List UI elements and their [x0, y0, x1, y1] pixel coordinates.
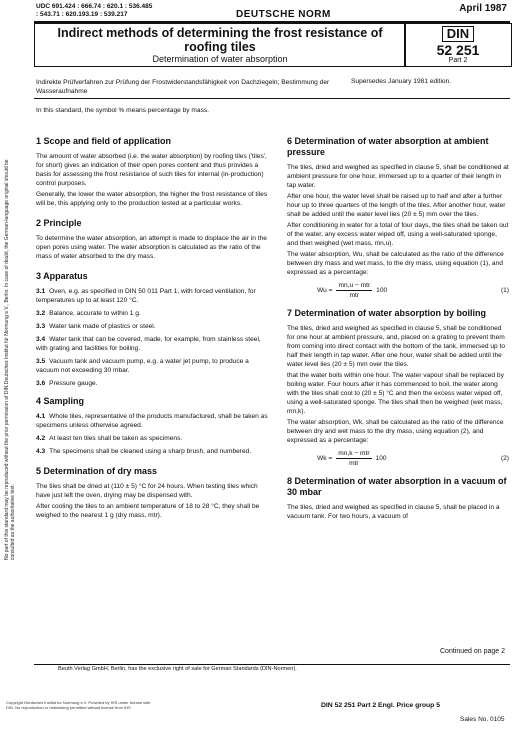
- equation-number: (1): [500, 287, 509, 294]
- equation-1: [287, 281, 509, 300]
- title-box: [34, 23, 406, 67]
- equation-factor: 100: [375, 455, 387, 462]
- sampling-item: 4.1 Whole tiles, representative of the products manufactured, shall be taken as specimens unless otherwise agreed.: [36, 413, 268, 429]
- section-6-paragraph: After one hour, the water level shall be raised up to half and after a further hour up to three quarters of the length of the tiles. After another hour, water shall be added until the water level lies (20 ± 5) mm over the tiles.: [287, 193, 506, 218]
- section-7-paragraph: The tiles, dried and weighed as specified in clause 5, shall be conditioned for one hour at ambient pressure, and, placed on a grating to prevent them from coming into direct contact with the bottom of the tank, immersed up to half their length in tap water. After one hour, water shall be added until the water level lies (20 ± 5) mm over the tiles.: [287, 325, 506, 368]
- equation-number: (2): [500, 455, 509, 462]
- apparatus-item: 3.2 Balance, accurate to within 1 g.: [36, 310, 141, 317]
- apparatus-item: 3.6 Pressure gauge.: [36, 380, 98, 387]
- section-6-title: 6 Determination of water absorption at ambient pressure: [287, 136, 489, 157]
- din-part: Part 2: [448, 57, 468, 64]
- equation-lhs: Wk =: [317, 455, 333, 462]
- section-5-paragraph: After cooling the tiles to an ambient temperature of 18 to 28 °C, they shall be weighed to the nearest 1 g (dry mass, mtr).: [36, 503, 260, 519]
- footer-rule: [34, 664, 510, 665]
- apparatus-item: 3.3 Water tank made of plastics or steel.: [36, 323, 156, 330]
- section-6-paragraph: The water absorption, Wu, shall be calculated as the ratio of the difference between dry mass and wet mass, to the dry mass, using equation (1), and expressed as a percentage:: [287, 251, 504, 276]
- publication-date: April 1987: [459, 3, 507, 14]
- section-6-paragraph: The tiles, dried and weighed as specified in clause 5, shall be conditioned at ambient pressure for one hour, immersed up to a quarter of their length in tap water.: [287, 164, 509, 189]
- equation-factor: 100: [376, 287, 388, 294]
- section-5-title: 5 Determination of dry mass: [36, 466, 158, 476]
- sampling-item: 4.3 The specimens shall be cleaned using a sharp brush, and numbered.: [36, 448, 252, 455]
- apparatus-item: 3.5 Vacuum tank and vacuum pump, e.g. a water jet pump, to produce a vacuum not exceeding 30 mbar.: [36, 358, 249, 374]
- document-subtitle: Determination of water absorption: [152, 54, 288, 64]
- section-2-paragraph: To determine the water absorption, an attempt is made to displace the air in the open pores using water. The water absorption is calculated as the ratio of the mass of water absorbed to the dry mass.: [36, 235, 267, 260]
- section-1-paragraph: Generally, the lower the water absorption, the higher the frost resistance of tiles will be, this applying only to the production tested at a particular works.: [36, 191, 268, 207]
- document-reference: DIN 52 251 Part 2 Engl. Price group 5: [321, 702, 440, 709]
- document-title: Indirect methods of determining the frost resistance of roofing tiles: [57, 26, 383, 54]
- apparatus-item: 3.1 Oven, e.g. as specified in DIN 50 011 Part 1, with forced ventilation, for temperatures up to at least 120 °C.: [36, 288, 256, 304]
- equation-2: [287, 449, 509, 468]
- continued-note: Continued on page 2: [440, 648, 505, 655]
- section-6-paragraph: After conditioning in water for a total of four days, the tiles shall be taken out of the water, any excess water wiped off, using a well-saturated sponge, and then weighed (wet mass, mn,u).: [287, 222, 509, 247]
- section-8-paragraph: The tiles, dried and weighed as specified in clause 5, shall be placed in a vacuum tank. For two hours, a vacuum of: [287, 504, 500, 520]
- divider: [34, 98, 510, 99]
- section-1-paragraph: The amount of water absorbed (i.e. the water absorption) by roofing tiles ('tiles', for short) gives an indication of their open pores content and thus provides a basis for assessing the frost resistance of such tiles for internal (in-production) control purposes.: [36, 153, 267, 187]
- section-7-paragraph: The water absorption, Wk, shall be calculated as the ratio of the difference between dry and wet mass to the dry mass, using equation (2), and expressed as a percentage:: [287, 419, 504, 444]
- section-1-title: 1 Scope and field of application: [36, 136, 172, 146]
- copyright-note: Copyright Deutsches Institut fur Normung e.V. Provided by IHS under license with DIN. No reproduction or networking permitted without license from IHS: [6, 700, 151, 710]
- section-3-title: 3 Apparatus: [36, 271, 88, 281]
- copyright-vertical-note: No part of this standard may be reproduced without the prior permission of DIN Deutsches Institut für Normung e.V., Berlin. In case of doubt, the German-language original should be consulted as the authoritative text.: [4, 159, 16, 560]
- sampling-item: 4.2 At least ten tiles shall be taken as specimens.: [36, 435, 183, 442]
- equation-fraction: $\frac{\text{mn,u − mtr}}{\text{mtr}}$: [338, 282, 371, 299]
- section-8-title: 8 Determination of water absorption in a vacuum of 30 mbar: [287, 476, 507, 497]
- equation-lhs: Wu =: [317, 287, 333, 294]
- din-number-box: [404, 23, 512, 67]
- left-column: [36, 132, 271, 522]
- standard-label: DEUTSCHE NORM: [236, 9, 331, 20]
- right-column: [287, 132, 509, 523]
- din-number: 52 251: [436, 42, 480, 58]
- section-7-paragraph: that the water boils within one hour. The water vapour shall be replaced by boiling water. Four hours after it has commenced to boil, the water along with the tiles shall cool to (20 ± 5) °C and then the excess water wiped off, using a well-saturated sponge. The tiles shall then be weighed (wet mass, mn,k).: [287, 372, 504, 415]
- udc-classification: UDC 691.424 : 666.74 : 620.1 : 536.485 : 543.71 : 620.193.19 : 539.217: [36, 3, 153, 18]
- publisher-note: Beuth Verlag GmbH, Berlin, has the exclusive right of sale for German Standards (DIN-Normen).: [58, 666, 297, 672]
- equation-fraction: $\frac{\text{mn,k − mtr}}{\text{mtr}}$: [338, 450, 370, 467]
- section-4-title: 4 Sampling: [36, 396, 85, 406]
- section-7-title: 7 Determination of water absorption by boiling: [287, 308, 487, 318]
- section-2-title: 2 Principle: [36, 218, 82, 228]
- sales-number: Sales No. 0105: [460, 716, 505, 723]
- intro-note: In this standard, the symbol % means percentage by mass.: [36, 107, 209, 114]
- din-logo: DIN: [442, 26, 474, 42]
- apparatus-item: 3.4 Water tank that can be covered, made, for example, from stainless steel, with grating and facilities for boiling.: [36, 336, 261, 352]
- section-5-paragraph: The tiles shall be dried at (110 ± 5) °C for 24 hours. When testing tiles which have just left the oven, drying may be dispensed with.: [36, 483, 258, 499]
- supersedes-note: Supersedes January 1981 edition.: [351, 78, 452, 85]
- german-title: Indirekte Prüfverfahren zur Prüfung der Frostwiderstandsfähigkeit von Dachziegeln; Bestimmung der Wasseraufnahme: [36, 79, 330, 95]
